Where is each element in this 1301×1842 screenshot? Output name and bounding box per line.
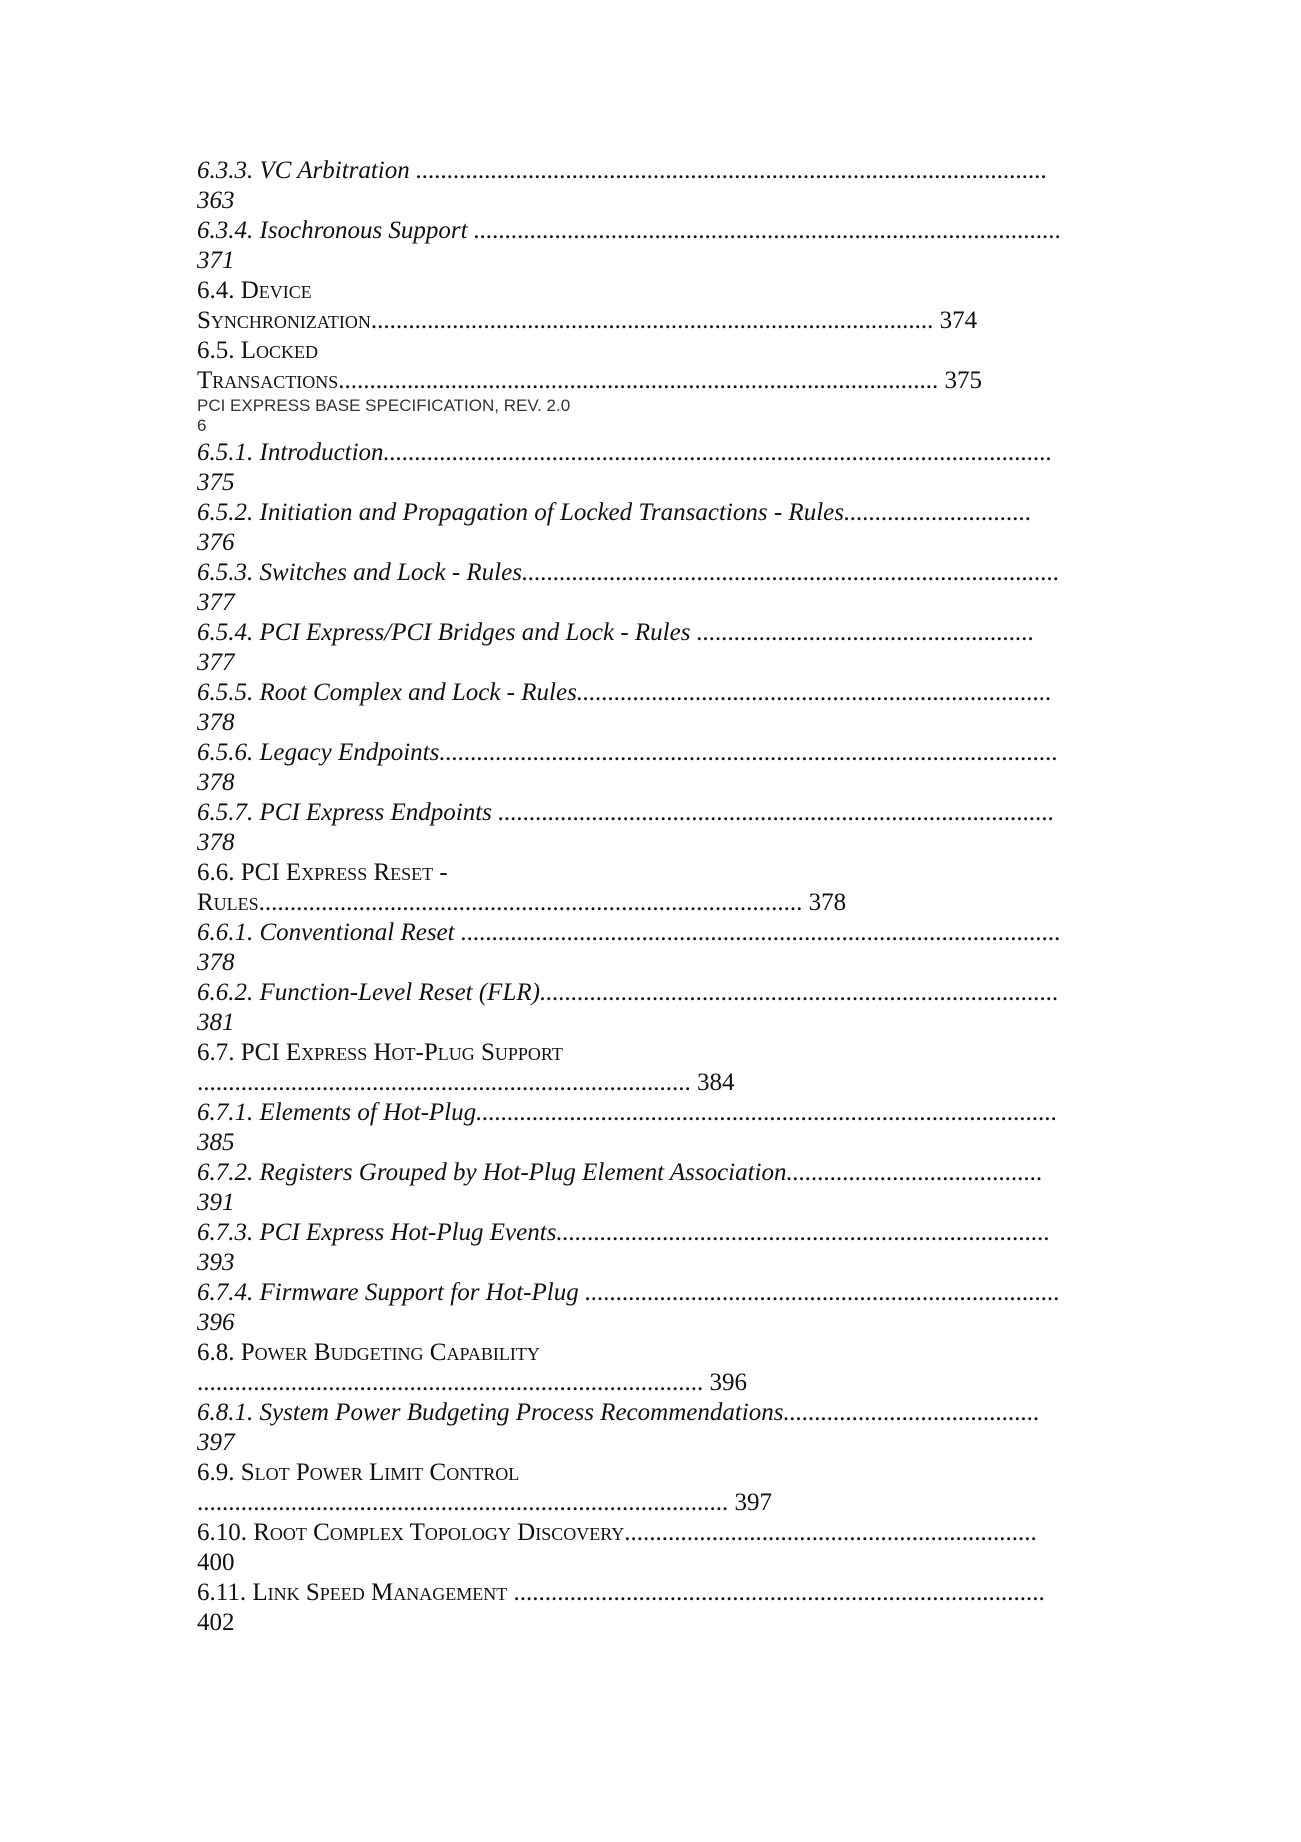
toc-entry: 6.7.4. Firmware Support for Hot-Plug ............................................................................: [197, 1279, 1060, 1306]
toc-page-number: 397: [197, 1429, 235, 1456]
toc-entry: 6.7.2. Registers Grouped by Hot-Plug Element Association.........................................: [197, 1159, 1043, 1186]
toc-entry: 6.3.3. VC Arbitration .....................................................................................................: [197, 157, 1048, 184]
toc-page-number: 378: [197, 769, 235, 796]
toc-section-heading: 6.4. Device: [197, 277, 312, 304]
toc-section-heading: 400: [197, 1549, 235, 1576]
toc-page-number: 378: [197, 829, 235, 856]
toc-section-heading: 6.6. PCI Express Reset -: [197, 859, 448, 886]
toc-entry: 6.3.4. Isochronous Support ..............................................................................................: [197, 217, 1062, 244]
toc-page-number: 377: [197, 589, 235, 616]
toc-page-number: 377: [197, 649, 235, 676]
toc-page-number: 393: [197, 1249, 235, 1276]
running-header: PCI EXPRESS BASE SPECIFICATION, REV. 2.0: [197, 396, 571, 415]
toc-page-number: 396: [197, 1309, 235, 1336]
toc-section-heading: Transactions................................................................................................ 375: [197, 367, 983, 394]
toc-section-heading: 6.8. Power Budgeting Capability: [197, 1339, 540, 1366]
toc-section-heading: ............................................................................... 384: [197, 1069, 735, 1096]
toc-entry: 6.7.3. PCI Express Hot-Plug Events...............................................................................: [197, 1219, 1051, 1246]
toc-page-number: 385: [197, 1129, 235, 1156]
toc-page-number: 375: [197, 469, 235, 496]
toc-page-number: 378: [197, 709, 235, 736]
toc-page-number: 376: [197, 529, 235, 556]
toc-entry: 6.8.1. System Power Budgeting Process Recommendations.........................................: [197, 1399, 1040, 1426]
toc-entry: 6.6.1. Conventional Reset ................................................................................................: [197, 919, 1061, 946]
toc-section-heading: 6.5. Locked: [197, 337, 319, 364]
toc-entry: 6.5.6. Legacy Endpoints...................................................................................................: [197, 739, 1059, 766]
toc-entry: 6.5.1. Introduction...........................................................................................................: [197, 439, 1053, 466]
toc-section-heading: 6.11. Link Speed Management .....................................................................................: [197, 1579, 1045, 1606]
toc-section-heading: 6.9. Slot Power Limit Control: [197, 1459, 520, 1486]
toc-page-number: 391: [197, 1189, 235, 1216]
toc-entry: 6.5.7. PCI Express Endpoints .........................................................................................: [197, 799, 1055, 826]
toc-section-heading: 6.10. Root Complex Topology Discovery..................................................................: [197, 1519, 1037, 1546]
toc-entry: 6.7.1. Elements of Hot-Plug.............................................................................................: [197, 1099, 1058, 1126]
toc-section-heading: Synchronization.......................................................................................... 374: [197, 307, 978, 334]
toc-section-heading: ..................................................................................... 397: [197, 1489, 772, 1516]
toc-entry: 6.5.3. Switches and Lock - Rules......................................................................................: [197, 559, 1060, 586]
toc-section-heading: 6.7. PCI Express Hot-Plug Support: [197, 1039, 563, 1066]
toc-entry: 6.5.5. Root Complex and Lock - Rules............................................................................: [197, 679, 1052, 706]
running-header-page: 6: [197, 416, 207, 435]
toc-page-number: 378: [197, 949, 235, 976]
toc-entry: 6.5.2. Initiation and Propagation of Locked Transactions - Rules..............................: [197, 499, 1032, 526]
toc-page-number: 381: [197, 1009, 235, 1036]
toc-entry: 6.6.2. Function-Level Reset (FLR)...................................................................................: [197, 979, 1059, 1006]
toc-page-number: 371: [197, 247, 235, 274]
toc-section-heading: ................................................................................. 396: [197, 1369, 747, 1396]
toc-entry: 6.5.4. PCI Express/PCI Bridges and Lock - Rules ......................................................: [197, 619, 1035, 646]
toc-section-heading: 402: [197, 1609, 235, 1636]
toc-section-heading: Rules....................................................................................... 378: [197, 889, 847, 916]
toc-page-number: 363: [197, 187, 235, 214]
